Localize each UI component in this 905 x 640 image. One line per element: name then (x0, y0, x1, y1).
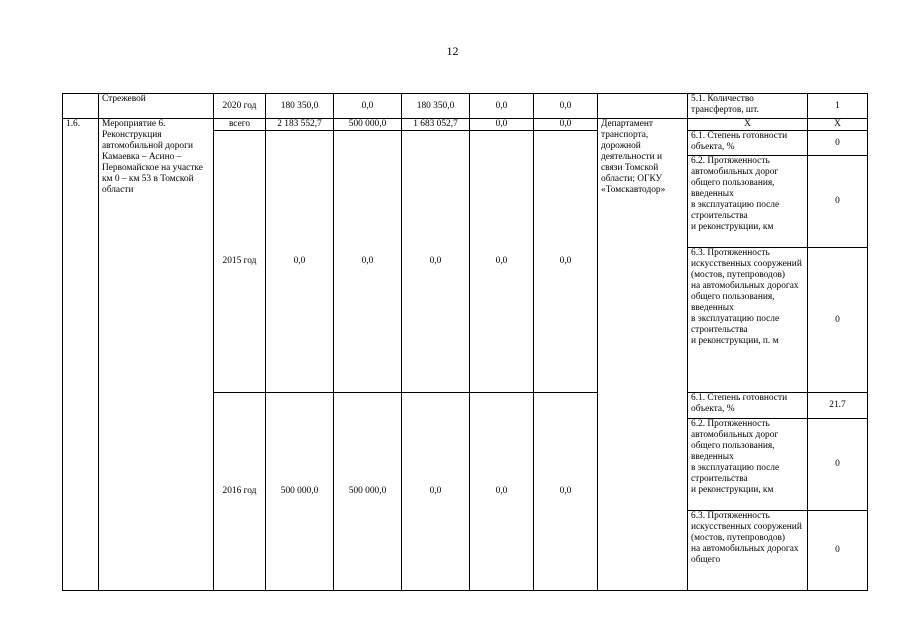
indicator-cell: 5.1. Количество трансфертов, шт. (688, 94, 808, 119)
value-cell: 0,0 (534, 94, 598, 119)
page-number: 12 (446, 44, 459, 58)
value-cell: 0,0 (334, 94, 402, 119)
indicator-cell: 6.2. Протяженность автомобильных дорог общего пользования, введенных в эксплуатацию после строительства и реконструкции, км (688, 156, 808, 248)
value-cell: 0,0 (534, 119, 598, 131)
value-cell: 0,0 (334, 131, 402, 393)
indicator-cell: 6.3. Протяженность искусственных сооружений (мостов, путепроводов) на автомобильных дорогах общего (688, 511, 808, 591)
row-num-cell (63, 94, 99, 119)
indicator-value-cell: 0 (808, 511, 868, 591)
value-cell: 500 000,0 (334, 393, 402, 591)
value-cell: 0,0 (470, 119, 534, 131)
year-cell: 2015 год (214, 131, 266, 393)
indicator-value-cell: 21.7 (808, 393, 868, 419)
value-cell: 0,0 (470, 393, 534, 591)
indicator-value-cell: 1 (808, 94, 868, 119)
value-cell: 0,0 (534, 131, 598, 393)
indicator-value-cell: 0 (808, 156, 868, 248)
value-cell: 1 683 052,7 (402, 119, 470, 131)
value-cell: 0,0 (534, 393, 598, 591)
indicator-cell: 6.1. Степень готовности объекта, % (688, 131, 808, 156)
value-cell: 0,0 (470, 94, 534, 119)
value-cell: 500 000,0 (266, 393, 334, 591)
indicator-value-cell: 0 (808, 248, 868, 393)
value-cell: 0,0 (266, 131, 334, 393)
indicator-value-cell: 0 (808, 419, 868, 511)
year-cell: 2020 год (214, 94, 266, 119)
value-cell: 500 000,0 (334, 119, 402, 131)
measure-num-cell: 1.6. (63, 119, 99, 591)
executor-cell (598, 94, 688, 119)
indicator-cell: 6.1. Степень готовности объекта, % (688, 393, 808, 419)
program-table (62, 93, 868, 591)
indicator-value-cell: 0 (808, 131, 868, 156)
value-cell: 0,0 (402, 393, 470, 591)
indicator-value-cell: X (808, 119, 868, 131)
value-cell: 180 350,0 (266, 94, 334, 119)
indicator-cell: 6.2. Протяженность автомобильных дорог общего пользования, введенных в эксплуатацию после строительства и реконструкции, км (688, 419, 808, 511)
value-cell: 0,0 (470, 131, 534, 393)
row-name-cell: Стрежевой (99, 94, 214, 119)
measure-name-cell: Мероприятие 6. Реконструкция автомобильной дороги Камаевка – Асино – Первомайское на участке км 0 – км 53 в Томской области (99, 119, 214, 591)
indicator-cell: 6.3. Протяженность искусственных сооружений (мостов, путепроводов) на автомобильных дорогах общего пользования, введенных в эксплуатацию после строительства и реконструкции, п. м (688, 248, 808, 393)
year-cell: 2016 год (214, 393, 266, 591)
table-row (63, 119, 868, 131)
table-row (63, 94, 868, 119)
value-cell: 0,0 (402, 131, 470, 393)
indicator-cell: X (688, 119, 808, 131)
value-cell: 180 350,0 (402, 94, 470, 119)
executor-cell: Департамент транспорта, дорожной деятельности и связи Томской области; ОГКУ «Томскавтодор» (598, 119, 688, 591)
value-cell: 2 183 552,7 (266, 119, 334, 131)
year-cell: всего (214, 119, 266, 131)
